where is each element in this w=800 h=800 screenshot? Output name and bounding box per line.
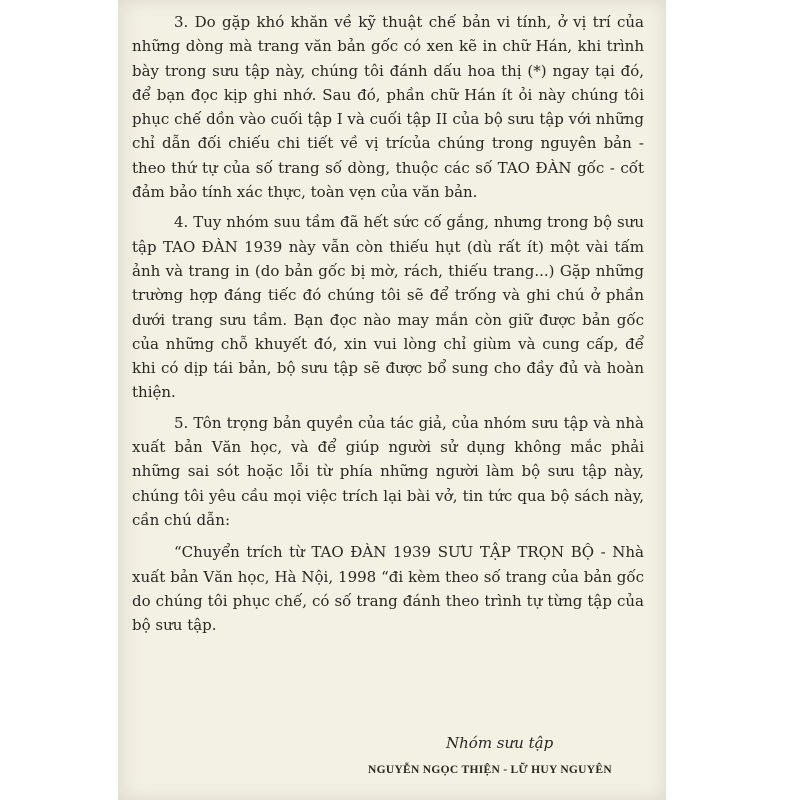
body-text <box>132 10 644 643</box>
paragraph-3: 3. Do gặp khó khăn về kỹ thuật chế bản vi tính, ở vị trí của những dòng mà trang văn bản gốc có xen kẽ in chữ Hán, khi trình bày trong sưu tập này, chúng tôi đánh dấu hoa thị (*) ngay tại đó, để bạn đọc kịp ghi nhớ. Sau đó, phần chữ Hán ít ỏi này chúng tôi phục chế dồn vào cuối tập I và cuối tập II của bộ sưu tập với những chỉ dẫn đối chiếu chi tiết về vị trícủa chúng trong nguyên bản - theo thứ tự của số trang số dòng, thuộc các số TAO ĐÀN gốc - cốt đảm bảo tính xác thực, toàn vẹn của văn bản. <box>132 13 644 202</box>
paragraph-4: 4. Tuy nhóm suu tầm đã hết sức cố gắng, nhưng trong bộ sưu tập TAO ĐÀN 1939 này vẫn còn thiếu hụt (dù rất ít) một vài tấm ảnh và trang in (do bản gốc bị mờ, rách, thiếu trang...) Gặp những trường hợp đáng tiếc đó chúng tôi sẽ để trống và ghi chú ở phần dưới trang sưu tầm. Bạn đọc nào may mắn còn giữ được bản gốc của những chỗ khuyết đó, xin vui lòng chỉ giùm và cung cấp, để khi có dịp tái bản, bộ sưu tập sẽ được bổ sung cho đầy đủ và hoàn thiện. <box>132 213 644 402</box>
signature-names: NGUYỄN NGỌC THIỆN - LỮ HUY NGUYÊN <box>368 764 612 776</box>
book-page <box>118 0 666 800</box>
signature-group: Nhóm sưu tập <box>446 734 554 752</box>
paragraph-5: 5. Tôn trọng bản quyền của tác giả, của nhóm sưu tập và nhà xuất bản Văn học, và để giúp người sử dụng không mắc phải những sai sót hoặc lỗi từ phía những người làm bộ sưu tập này, chúng tôi yêu cầu mọi việc trích lại bài vở, tin tức qua bộ sách này, cần chú dẫn: <box>132 413 644 529</box>
citation-quote: “Chuyển trích từ TAO ĐÀN 1939 SƯU TẬP TRỌN BỘ - Nhà xuất bản Văn học, Hà Nội, 1998 “đi kèm theo số trang của bản gốc do chúng tôi phục chế, có số trang đánh theo trình tự từng tập của bộ sưu tập. <box>132 543 644 635</box>
